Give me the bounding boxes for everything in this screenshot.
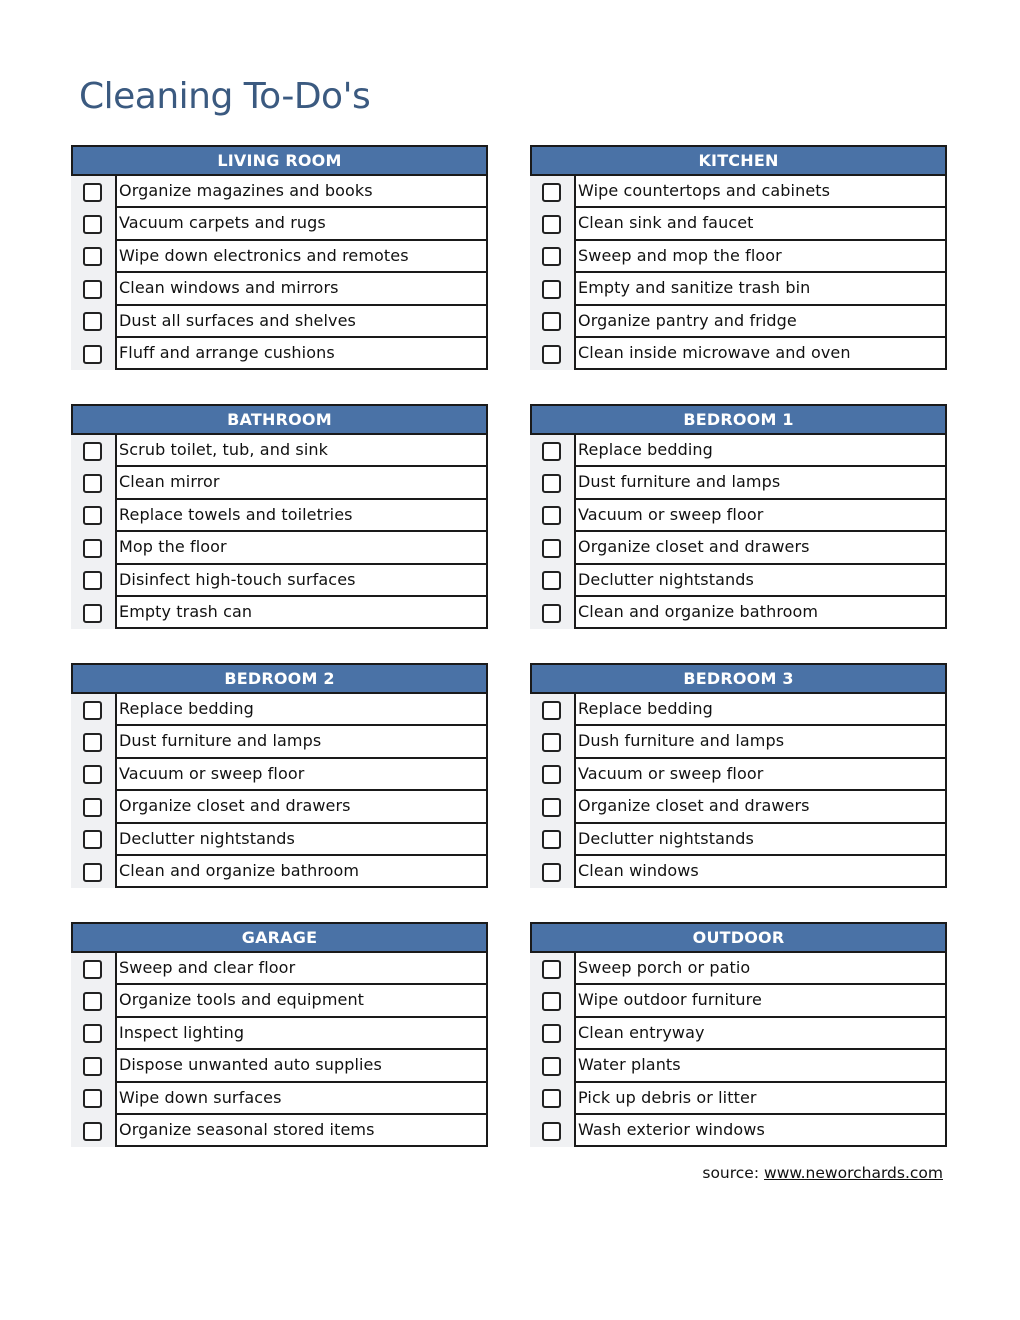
checklist-row bbox=[71, 726, 488, 758]
checklist-row bbox=[530, 241, 947, 273]
section-bedroom-1 bbox=[530, 404, 947, 629]
checkbox[interactable] bbox=[542, 701, 561, 720]
checkbox[interactable] bbox=[542, 442, 561, 461]
checkbox[interactable] bbox=[542, 733, 561, 752]
task-label: Vacuum or sweep floor bbox=[574, 500, 947, 532]
checklist-row bbox=[530, 467, 947, 499]
task-label: Wipe down surfaces bbox=[115, 1083, 488, 1115]
checklist-row bbox=[530, 694, 947, 726]
section-header: BEDROOM 1 bbox=[530, 404, 947, 435]
checkbox[interactable] bbox=[83, 1089, 102, 1108]
section-header: GARAGE bbox=[71, 922, 488, 953]
checklist-row bbox=[530, 759, 947, 791]
task-label: Mop the floor bbox=[115, 532, 488, 564]
section-kitchen bbox=[530, 145, 947, 370]
checkbox[interactable] bbox=[83, 571, 102, 590]
checkbox[interactable] bbox=[542, 830, 561, 849]
checklist-row bbox=[71, 791, 488, 823]
task-label: Organize magazines and books bbox=[115, 176, 488, 208]
section-bedroom-3 bbox=[530, 663, 947, 888]
checkbox[interactable] bbox=[83, 1024, 102, 1043]
checkbox[interactable] bbox=[83, 733, 102, 752]
task-label: Declutter nightstands bbox=[574, 824, 947, 856]
checkbox[interactable] bbox=[542, 474, 561, 493]
checklist-row bbox=[530, 500, 947, 532]
checklist-row bbox=[530, 985, 947, 1017]
checkbox[interactable] bbox=[542, 280, 561, 299]
checkbox[interactable] bbox=[83, 442, 102, 461]
checkbox[interactable] bbox=[542, 1024, 561, 1043]
task-label: Scrub toilet, tub, and sink bbox=[115, 435, 488, 467]
task-label: Clean windows bbox=[574, 856, 947, 888]
checkbox[interactable] bbox=[83, 604, 102, 623]
checklist-row bbox=[71, 565, 488, 597]
checklist-row bbox=[71, 338, 488, 370]
task-label: Sweep porch or patio bbox=[574, 953, 947, 985]
checkbox[interactable] bbox=[542, 1057, 561, 1076]
checkbox[interactable] bbox=[83, 312, 102, 331]
section-header: OUTDOOR bbox=[530, 922, 947, 953]
checklist-row bbox=[530, 1115, 947, 1147]
task-label: Inspect lighting bbox=[115, 1018, 488, 1050]
checkbox[interactable] bbox=[83, 863, 102, 882]
task-label: Replace bedding bbox=[574, 435, 947, 467]
checkbox[interactable] bbox=[83, 765, 102, 784]
checklist-row bbox=[530, 597, 947, 629]
checklist-row bbox=[530, 791, 947, 823]
task-label: Pick up debris or litter bbox=[574, 1083, 947, 1115]
section-bedroom-2 bbox=[71, 663, 488, 888]
checklist-row bbox=[530, 565, 947, 597]
checklist-row bbox=[530, 532, 947, 564]
task-label: Dush furniture and lamps bbox=[574, 726, 947, 758]
checklist-row bbox=[530, 435, 947, 467]
source-credit bbox=[702, 1164, 943, 1182]
task-label: Dispose unwanted auto supplies bbox=[115, 1050, 488, 1082]
checkbox[interactable] bbox=[83, 247, 102, 266]
checklist-row bbox=[71, 532, 488, 564]
task-label: Disinfect high-touch surfaces bbox=[115, 565, 488, 597]
checklist-row bbox=[71, 824, 488, 856]
checklist-row bbox=[530, 856, 947, 888]
checklist-row bbox=[71, 241, 488, 273]
checklist-row bbox=[71, 273, 488, 305]
task-label: Dust furniture and lamps bbox=[115, 726, 488, 758]
checklist-row bbox=[530, 338, 947, 370]
checklist-row bbox=[71, 953, 488, 985]
checkbox[interactable] bbox=[542, 1122, 561, 1141]
checklist-row bbox=[71, 1115, 488, 1147]
task-label: Clean inside microwave and oven bbox=[574, 338, 947, 370]
section-bathroom bbox=[71, 404, 488, 629]
checkbox[interactable] bbox=[542, 506, 561, 525]
task-label: Declutter nightstands bbox=[115, 824, 488, 856]
task-label: Dust all surfaces and shelves bbox=[115, 306, 488, 338]
checklist-row bbox=[71, 856, 488, 888]
task-label: Declutter nightstands bbox=[574, 565, 947, 597]
checkbox[interactable] bbox=[83, 539, 102, 558]
checkbox[interactable] bbox=[542, 798, 561, 817]
checkbox[interactable] bbox=[542, 571, 561, 590]
task-label: Wash exterior windows bbox=[574, 1115, 947, 1147]
source-label: source: bbox=[702, 1164, 760, 1182]
section-header: BEDROOM 2 bbox=[71, 663, 488, 694]
section-header: BATHROOM bbox=[71, 404, 488, 435]
checkbox[interactable] bbox=[83, 1057, 102, 1076]
section-header: BEDROOM 3 bbox=[530, 663, 947, 694]
task-label: Vacuum or sweep floor bbox=[574, 759, 947, 791]
checklist-row bbox=[71, 1083, 488, 1115]
checklist-row bbox=[71, 1050, 488, 1082]
task-label: Organize closet and drawers bbox=[574, 532, 947, 564]
checkbox[interactable] bbox=[83, 798, 102, 817]
checklist-row bbox=[71, 597, 488, 629]
checkbox[interactable] bbox=[542, 345, 561, 364]
checkbox[interactable] bbox=[83, 474, 102, 493]
task-label: Clean and organize bathroom bbox=[574, 597, 947, 629]
checkbox[interactable] bbox=[542, 604, 561, 623]
checklist-row bbox=[530, 1050, 947, 1082]
checkbox[interactable] bbox=[83, 1122, 102, 1141]
checkbox[interactable] bbox=[542, 539, 561, 558]
checkbox[interactable] bbox=[542, 312, 561, 331]
task-label: Water plants bbox=[574, 1050, 947, 1082]
task-label: Replace bedding bbox=[574, 694, 947, 726]
checklist-row bbox=[71, 694, 488, 726]
checkbox[interactable] bbox=[83, 280, 102, 299]
task-label: Replace towels and toiletries bbox=[115, 500, 488, 532]
checkbox[interactable] bbox=[83, 506, 102, 525]
checkbox[interactable] bbox=[542, 960, 561, 979]
task-label: Sweep and mop the floor bbox=[574, 241, 947, 273]
checklist-row bbox=[530, 1083, 947, 1115]
checklist-row bbox=[530, 176, 947, 208]
checkbox[interactable] bbox=[83, 830, 102, 849]
task-label: Organize tools and equipment bbox=[115, 985, 488, 1017]
task-label: Wipe down electronics and remotes bbox=[115, 241, 488, 273]
task-label: Dust furniture and lamps bbox=[574, 467, 947, 499]
task-label: Vacuum or sweep floor bbox=[115, 759, 488, 791]
checkbox[interactable] bbox=[83, 701, 102, 720]
section-header: LIVING ROOM bbox=[71, 145, 488, 176]
checkbox[interactable] bbox=[83, 183, 102, 202]
checkbox[interactable] bbox=[83, 960, 102, 979]
section-garage bbox=[71, 922, 488, 1147]
task-label: Organize pantry and fridge bbox=[574, 306, 947, 338]
checklist-row bbox=[71, 208, 488, 240]
section-living-room bbox=[71, 145, 488, 370]
checklist-row bbox=[71, 1018, 488, 1050]
checklist-row bbox=[71, 500, 488, 532]
checkbox[interactable] bbox=[542, 863, 561, 882]
task-label: Vacuum carpets and rugs bbox=[115, 208, 488, 240]
checklist-row bbox=[71, 176, 488, 208]
task-label: Clean windows and mirrors bbox=[115, 273, 488, 305]
task-label: Clean mirror bbox=[115, 467, 488, 499]
section-outdoor bbox=[530, 922, 947, 1147]
page-title: Cleaning To-Do's bbox=[79, 76, 371, 117]
checklist-row bbox=[71, 759, 488, 791]
checkbox[interactable] bbox=[83, 992, 102, 1011]
task-label: Sweep and clear floor bbox=[115, 953, 488, 985]
task-label: Fluff and arrange cushions bbox=[115, 338, 488, 370]
checklist-row bbox=[530, 306, 947, 338]
task-label: Wipe countertops and cabinets bbox=[574, 176, 947, 208]
task-label: Empty and sanitize trash bin bbox=[574, 273, 947, 305]
task-label: Empty trash can bbox=[115, 597, 488, 629]
checkbox[interactable] bbox=[542, 247, 561, 266]
checklist-row bbox=[530, 1018, 947, 1050]
checklist-row bbox=[71, 435, 488, 467]
checklist-row bbox=[530, 273, 947, 305]
section-header: KITCHEN bbox=[530, 145, 947, 176]
task-label: Organize closet and drawers bbox=[115, 791, 488, 823]
task-label: Clean and organize bathroom bbox=[115, 856, 488, 888]
checkbox[interactable] bbox=[83, 345, 102, 364]
checklist-row bbox=[530, 824, 947, 856]
checklist-row bbox=[530, 208, 947, 240]
checklist-row bbox=[71, 467, 488, 499]
checklist-row bbox=[71, 306, 488, 338]
checklist-row bbox=[530, 953, 947, 985]
checkbox[interactable] bbox=[83, 215, 102, 234]
checkbox[interactable] bbox=[542, 1089, 561, 1108]
checkbox[interactable] bbox=[542, 992, 561, 1011]
checklist-row bbox=[71, 985, 488, 1017]
source-link[interactable]: www.neworchards.com bbox=[764, 1164, 943, 1182]
task-label: Clean sink and faucet bbox=[574, 208, 947, 240]
checklist-row bbox=[530, 726, 947, 758]
task-label: Organize closet and drawers bbox=[574, 791, 947, 823]
task-label: Wipe outdoor furniture bbox=[574, 985, 947, 1017]
checkbox[interactable] bbox=[542, 765, 561, 784]
task-label: Organize seasonal stored items bbox=[115, 1115, 488, 1147]
task-label: Clean entryway bbox=[574, 1018, 947, 1050]
task-label: Replace bedding bbox=[115, 694, 488, 726]
checkbox[interactable] bbox=[542, 215, 561, 234]
checkbox[interactable] bbox=[542, 183, 561, 202]
